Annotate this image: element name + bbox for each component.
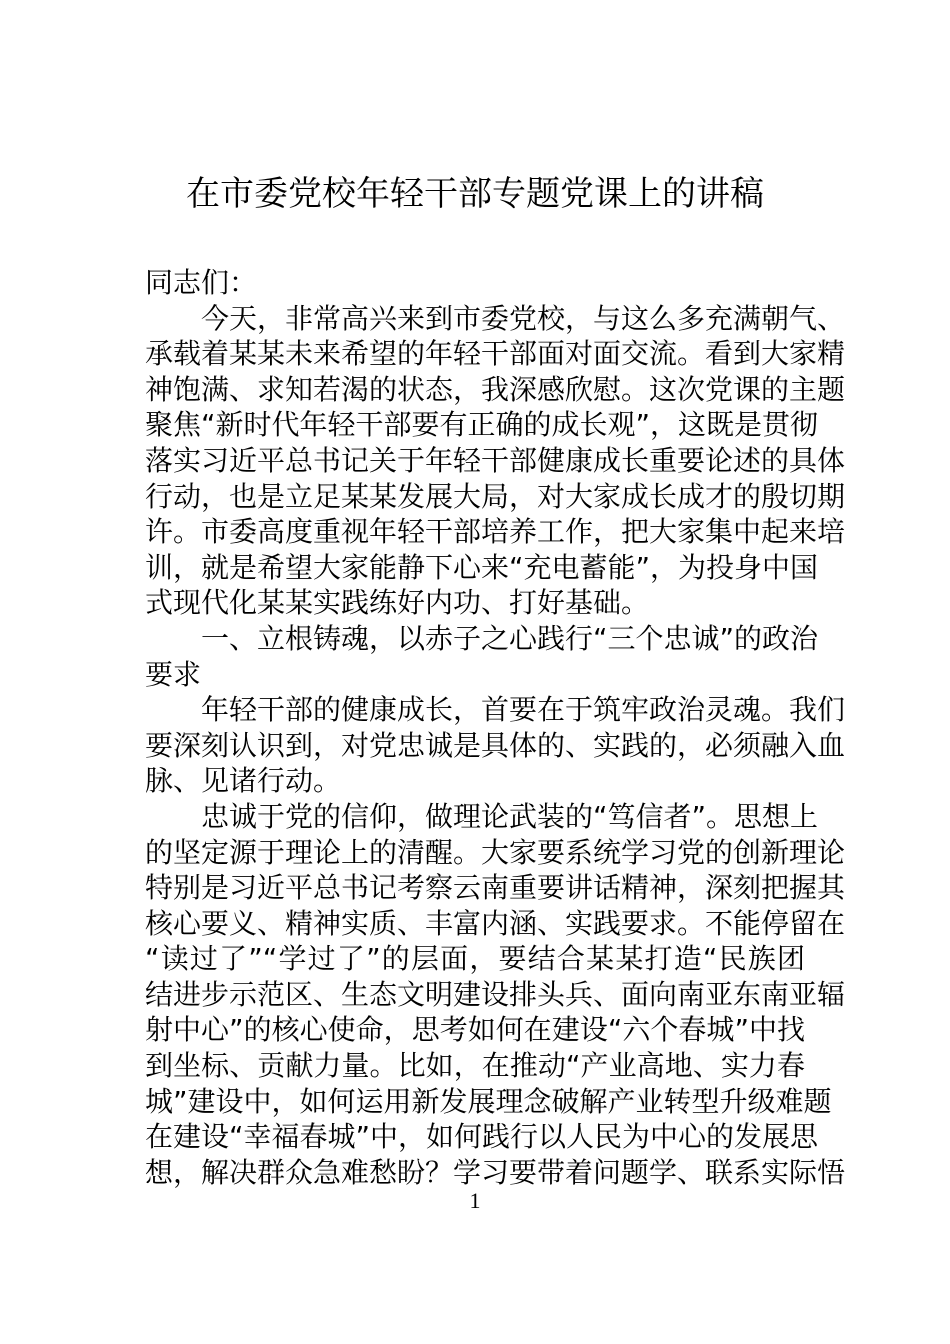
document-body — [145, 265, 846, 1190]
text-line: 要求 — [145, 657, 202, 691]
text-line: “读过了”“学过了”的层面，要结合某某打造“民族团 — [145, 942, 805, 976]
text-line: 射中心”的核心使命，思考如何在建设“六个春城”中找 — [145, 1013, 805, 1047]
text-line: 特别是习近平总书记考察云南重要讲话精神，深刻把握其 — [145, 871, 846, 905]
page-number: 1 — [469, 1188, 481, 1213]
text-line: 承载着某某未来希望的年轻干部面对面交流。看到大家精 — [145, 337, 846, 371]
paragraph — [145, 265, 805, 301]
document-title: 在市委党校年轻干部专题党课上的讲稿 — [186, 174, 764, 214]
text-line: 训，就是希望大家能静下心来“充电蓄能”，为投身中国 — [145, 550, 819, 584]
text-line: 在建设“幸福春城”中，如何践行以人民为中心的发展思 — [145, 1120, 819, 1154]
text-line: 神饱满、求知若渴的状态，我深感欣慰。这次党课的主题 — [145, 372, 846, 406]
text-line: 结进步示范区、生态文明建设排头兵、面向南亚东南亚辐 — [145, 977, 846, 1011]
text-line: 一、立根铸魂，以赤子之心践行“三个忠诚”的政治 — [201, 621, 819, 655]
paragraph — [145, 301, 846, 621]
text-line: 脉、见诸行动。 — [145, 764, 342, 798]
paragraph — [145, 621, 819, 692]
text-line: 聚焦“新时代年轻干部要有正确的成长观”，这既是贯彻 — [145, 408, 819, 442]
text-line: 城”建设中，如何运用新发展理念破解产业转型升级难题 — [145, 1084, 832, 1118]
text-line: 的坚定源于理论上的清醒。大家要系统学习党的创新理论 — [145, 835, 846, 869]
text-line: 同志们： — [145, 266, 258, 299]
text-line: 落实习近平总书记关于年轻干部健康成长重要论述的具体 — [145, 443, 846, 477]
paragraph — [145, 692, 846, 799]
text-line: 行动，也是立足某某发展大局，对大家成长成才的殷切期 — [145, 479, 846, 513]
text-line: 式现代化某某实践练好内功、打好基础。 — [145, 586, 650, 620]
text-line: 年轻干部的健康成长，首要在于筑牢政治灵魂。我们 — [201, 693, 846, 727]
text-line: 许。市委高度重视年轻干部培养工作，把大家集中起来培 — [145, 515, 846, 549]
text-line: 要深刻认识到，对党忠诚是具体的、实践的，必须融入血 — [145, 728, 846, 762]
text-line: 想，解决群众急难愁盼？学习要带着问题学、联系实际悟 — [145, 1155, 846, 1189]
text-line: 忠诚于党的信仰，做理论武装的“笃信者”。思想上 — [201, 799, 819, 833]
text-line: 核心要义、精神实质、丰富内涵、实践要求。不能停留在 — [145, 906, 846, 940]
text-line: 到坐标、贡献力量。比如，在推动“产业高地、实力春 — [145, 1049, 805, 1083]
text-line: 今天，非常高兴来到市委党校，与这么多充满朝气、 — [201, 301, 846, 335]
paragraph — [145, 799, 846, 1191]
